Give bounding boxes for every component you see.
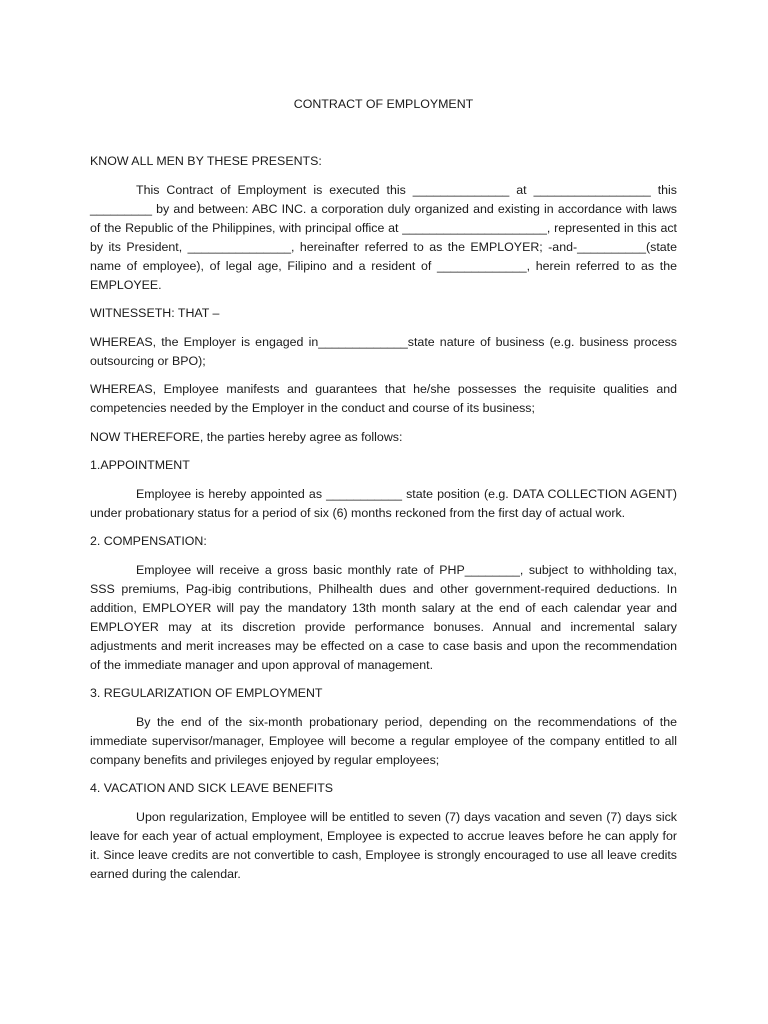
section-body-leave-benefits: Upon regularization, Employee will be entitled to seven (7) days vacation and seven (7) days sick leave for each year of actual employment, Employee is expected to accrue leaves before he can apply for it. Since leave credits are not convertible to cash, Employee is strongly encouraged to use all leave credits earned during the calendar. [90, 809, 677, 881]
opening-line: KNOW ALL MEN BY THESE PRESENTS: [90, 154, 322, 168]
whereas-paragraph-1: WHEREAS, the Employer is engaged in_____________state nature of business (e.g. business process outsourcing or BPO); [90, 334, 677, 368]
document-page [90, 95, 677, 893]
section-body-regularization: By the end of the six-month probationary period, depending on the recommendations of the immediate supervisor/manager, Employee will become a regular employee of the company entitled to all company benefits and privileges enjoyed by regular employees; [90, 714, 677, 767]
section-body-appointment: Employee is hereby appointed as ___________ state position (e.g. DATA COLLECTION AGENT) under probationary status for a period of six (6) months reckoned from the first day of actual work. [90, 486, 677, 520]
section-heading-appointment: 1.APPOINTMENT [90, 458, 190, 472]
section-heading-compensation: 2. COMPENSATION: [90, 534, 207, 548]
now-therefore-line: NOW THEREFORE, the parties hereby agree as follows: [90, 429, 403, 444]
section-heading-regularization: 3. REGULARIZATION OF EMPLOYMENT [90, 686, 323, 700]
section-heading-leave-benefits: 4. VACATION AND SICK LEAVE BENEFITS [90, 781, 334, 795]
intro-paragraph: This Contract of Employment is executed this ______________ at _________________ this _________ by and between: ABC INC. a corporation duly organized and existing in accordance with laws of the Republic of the Philippines, with principal office at _____________________, represented in this act by its President, _______________, hereinafter referred to as the EMPLOYER; -and-__________(state name of employee), of legal age, Filipino and a resident of _____________, herein referred to as the EMPLOYEE. [90, 182, 677, 292]
whereas-paragraph-2: WHEREAS, Employee manifests and guarantees that he/she possesses the requisite qualities and competencies needed by the Employer in the conduct and course of its business; [90, 382, 677, 415]
section-body-compensation: Employee will receive a gross basic monthly rate of PHP________, subject to withholding tax, SSS premiums, Pag-ibig contributions, Philhealth dues and other government-required deductions. In addition, EMPLOYER will pay the mandatory 13th month salary at the end of each calendar year and EMPLOYER may at its discretion provide performance bonuses. Annual and incremental salary adjustments and merit increases may be effected on a case to case basis and upon the recommendation of the immediate manager and upon approval of management. [90, 562, 677, 672]
document-title: CONTRACT OF EMPLOYMENT [293, 97, 474, 111]
witnesseth-line: WITNESSETH: THAT – [90, 306, 220, 320]
